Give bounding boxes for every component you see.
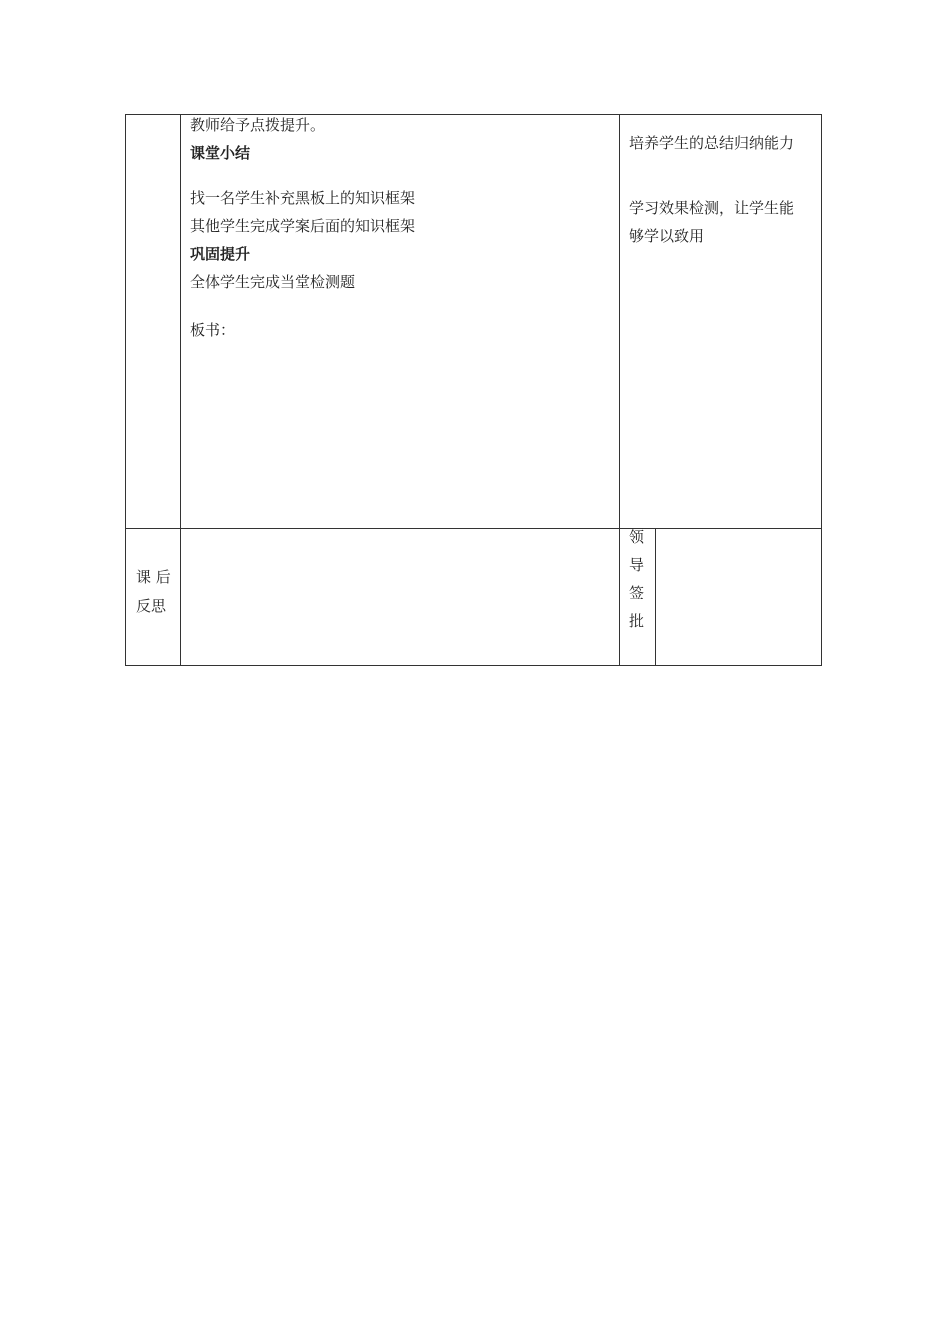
reflection-label-line-1: 课 后	[136, 568, 171, 586]
table-border-bottom	[125, 665, 822, 666]
intro-text: 教师给予点拨提升。	[190, 116, 326, 134]
reflection-label-line-2: 反思	[136, 597, 167, 615]
note-summary-ability: 培养学生的总结归纳能力	[629, 134, 795, 152]
summary-heading: 课堂小结	[190, 144, 251, 162]
signoff-content-area[interactable]	[656, 529, 821, 665]
summary-line-2: 其他学生完成学案后面的知识框架	[190, 217, 416, 235]
note-effect-line-2: 够学以致用	[629, 227, 705, 245]
note-effect-line-1: 学习效果检测，让学生能	[629, 199, 795, 217]
signoff-char-2: 导	[629, 556, 645, 574]
reflection-content-area[interactable]	[181, 529, 619, 665]
board-label: 板书：	[190, 321, 236, 339]
signoff-char-3: 签	[629, 584, 645, 602]
signoff-char-4: 批	[629, 612, 645, 630]
consolidate-heading: 巩固提升	[190, 245, 251, 263]
table-border-left	[125, 114, 126, 666]
summary-line-1: 找一名学生补充黑板上的知识框架	[190, 189, 416, 207]
signoff-char-1: 领	[629, 528, 645, 546]
column-divider-2	[619, 114, 620, 666]
consolidate-line: 全体学生完成当堂检测题	[190, 273, 356, 291]
table-border-right	[821, 114, 822, 666]
